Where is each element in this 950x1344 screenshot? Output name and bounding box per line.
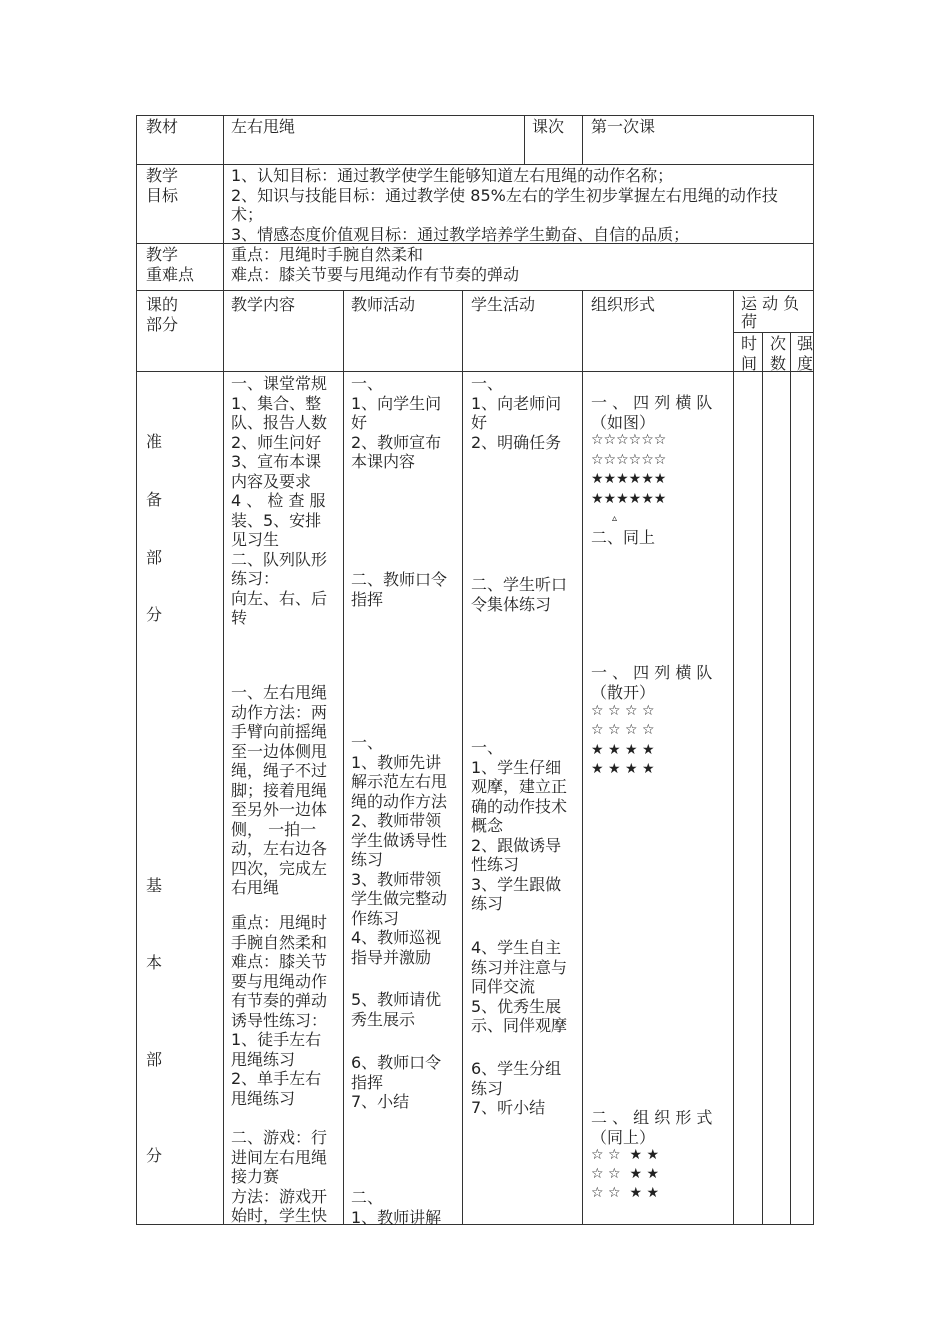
prep-teacher-b: 二、教师口令指挥 (351, 570, 448, 609)
basic-org2-row: ☆ ☆ ★ ★ (591, 1185, 660, 1201)
basic-org2-row: ☆ ☆ ★ ★ (591, 1147, 660, 1163)
prep-org-row: ☆☆☆☆☆☆ (591, 432, 667, 448)
column-student: 学生活动 (471, 295, 536, 314)
prep-part-char: 备 (146, 490, 163, 509)
column-part: 课的 部分 (146, 295, 179, 334)
rule (223, 115, 224, 1225)
column-intensity: 强 度 (797, 334, 814, 373)
prep-student-b: 二、学生听口令集体练习 (471, 575, 568, 614)
basic-student-b: 4、学生自主练习并注意与同伴交流 5、优秀生展示、同伴观摩 (471, 938, 568, 1035)
basic-teacher-b: 5、教师请优秀生展示 (351, 990, 442, 1029)
basic-org-row: ☆ ☆ ☆ ☆ (591, 703, 655, 719)
lesson-value: 第一次课 (591, 117, 656, 136)
basic-org2-title: 二 、 组 织 形 式（同上） (591, 1108, 713, 1147)
basic-teacher-c: 6、教师口令指挥 7、小结 (351, 1053, 442, 1111)
rule (136, 371, 814, 372)
column-teacher: 教师活动 (351, 295, 416, 314)
rule (136, 290, 814, 291)
prep-org-row: ★★★★★★ (591, 471, 667, 487)
basic-content-b: 重点：甩绳时手腕自然柔和 难点：膝关节要与甩绳动作有节奏的弹动 诱导性练习： 1、徒手左右甩绳练习 2、单手左右甩绳练习 (231, 913, 328, 1108)
column-count: 次 数 (770, 334, 787, 373)
prep-part-char: 部 (146, 548, 163, 567)
basic-org-row: ★ ★ ★ ★ (591, 761, 655, 777)
prep-part-char: 分 (146, 605, 163, 624)
column-load: 运 动 负 荷 (741, 294, 800, 331)
key-points-text: 重点：甩绳时手腕自然柔和 难点：膝关节要与甩绳动作有节奏的弹动 (231, 245, 520, 284)
basic-part-char: 分 (146, 1146, 163, 1165)
rule (343, 290, 344, 1225)
basic-part-char: 本 (146, 953, 163, 972)
basic-org-title: 一 、 四 列 横 队（散开） (591, 663, 713, 702)
rule (524, 115, 525, 165)
objectives-text: 1、认知目标：通过教学使学生能够知道左右甩绳的动作名称； 2、知识与技能目标：通过教学使 85%左右的学生初步掌握左右甩绳的动作技术； 3、情感态度价值观目标：通过教学培养学生勤奋、自信的品质； (231, 166, 778, 244)
basic-content-c: 二、游戏：行进间左右甩绳接力赛 方法：游戏开始时，学生快 (231, 1128, 328, 1225)
rule (762, 332, 763, 1225)
basic-content-a: 一、左右甩绳动作方法：两手臂向前摇绳至一边体侧甩绳，绳子不过脚；接着甩绳至另外一边体侧， 一拍一动，左右边各四次，完成左右甩绳 (231, 683, 328, 897)
rule (733, 332, 814, 333)
lesson-label: 课次 (532, 117, 565, 136)
rule (582, 115, 583, 165)
objectives-label: 教学 目标 (146, 166, 179, 205)
teacher-position-icon: ▵ (612, 513, 618, 524)
rule (790, 332, 791, 1225)
rule (733, 290, 734, 1225)
rule (582, 290, 583, 1225)
prep-org-title: 一 、 四 列 横 队（如图） (591, 393, 713, 432)
prep-org-row: ☆☆☆☆☆☆ (591, 452, 667, 468)
prep-content: 一、课堂常规 1、集合、整队、报告人数 2、师生问好 3、宣布本课内容及要求 4 、 检 查 服装、5、安排见习生 二、队列队形练习： 向左、右、后转 (231, 374, 328, 627)
material-label: 教材 (146, 117, 179, 136)
rule (136, 115, 814, 116)
basic-org2-row: ☆ ☆ ★ ★ (591, 1166, 660, 1182)
rule (813, 115, 814, 1225)
prep-student-a: 一、 1、向老师问好 2、明确任务 (471, 374, 562, 452)
column-time: 时 间 (741, 334, 758, 373)
key-points-label: 教学 重难点 (146, 245, 195, 284)
basic-teacher-d: 二、 1、教师讲解 (351, 1188, 442, 1227)
rule (136, 115, 137, 1225)
basic-org-row: ★ ★ ★ ★ (591, 742, 655, 758)
prep-org-row: ★★★★★★ (591, 491, 667, 507)
column-organization: 组织形式 (591, 295, 656, 314)
prep-org-tail: 二、同上 (591, 528, 656, 547)
rule (136, 164, 814, 165)
basic-org-row: ☆ ☆ ☆ ☆ (591, 722, 655, 738)
basic-part-char: 基 (146, 876, 163, 895)
prep-part-char: 准 (146, 432, 163, 451)
column-content: 教学内容 (231, 295, 296, 314)
material-value: 左右甩绳 (231, 117, 296, 136)
basic-teacher-a: 一、 1、教师先讲解示范左右甩绳的动作方法 2、教师带领学生做诱导性练习 3、教师带领学生做完整动作练习 4、教师巡视指导并激励 (351, 733, 448, 967)
basic-student-c: 6、学生分组练习 7、听小结 (471, 1059, 562, 1117)
basic-student-a: 一、 1、学生仔细观摩，建立正确的动作技术概念 2、跟做诱导性练习 3、学生跟做练习 (471, 738, 568, 913)
prep-teacher-a: 一、 1、向学生问好 2、教师宣布本课内容 (351, 374, 442, 471)
basic-part-char: 部 (146, 1050, 163, 1069)
rule (462, 290, 463, 1225)
